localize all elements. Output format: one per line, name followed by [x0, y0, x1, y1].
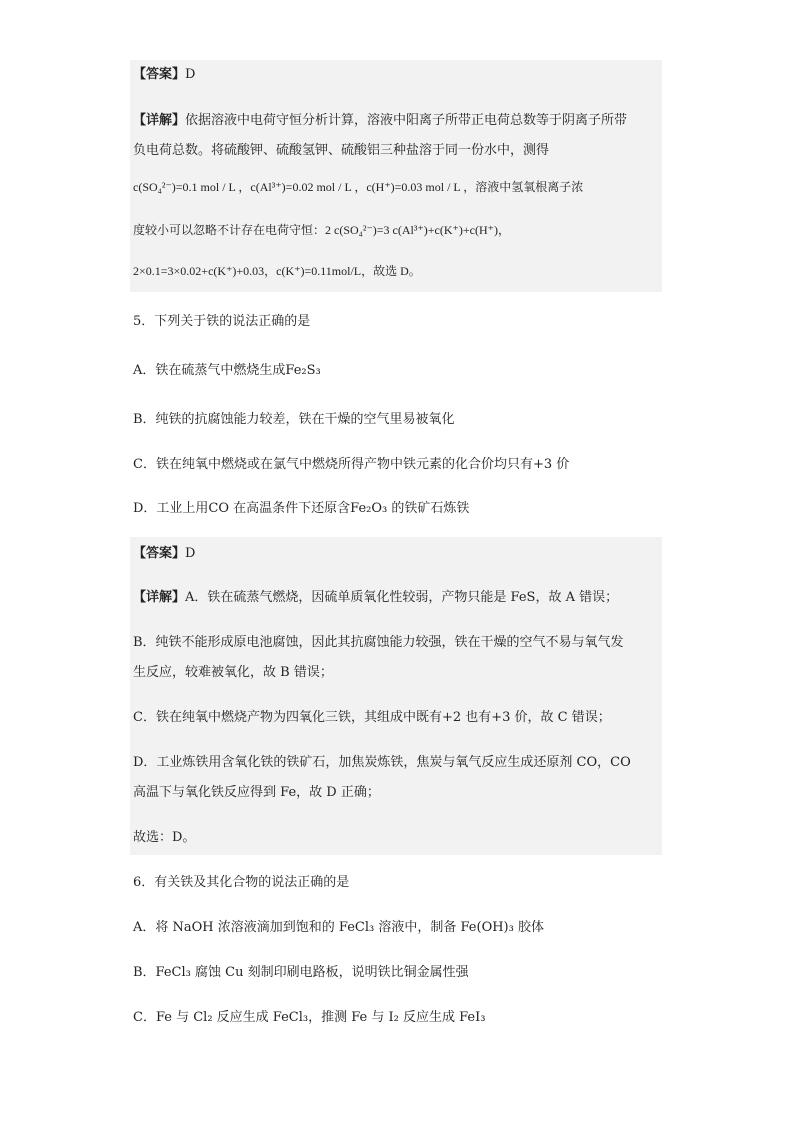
- explanation-line: [133, 589, 618, 607]
- question-stem: 6．有关铁及其化合物的说法正确的是: [133, 875, 350, 890]
- explanation-line: B．纯铁不能形成原电池腐蚀，因此其抗腐蚀能力较强，铁在干燥的空气不易与氧气发: [133, 635, 624, 650]
- answer-line-q4: [133, 66, 195, 84]
- option-d: D．工业上用CO 在高温条件下还原含Fe₂O₃ 的铁矿石炼铁: [133, 501, 470, 516]
- option-b: B．FeCl₃ 腐蚀 Cu 刻制印刷电路板，说明铁比铜金属性强: [133, 965, 469, 980]
- explanation-line: 高温下与氧化铁反应得到 Fe，故 D 正确；: [133, 785, 380, 800]
- explanation-label: 【详解】: [133, 113, 186, 128]
- explanation-label: 【详解】: [133, 590, 186, 605]
- explanation-conclusion: 故选：D。: [133, 830, 196, 845]
- explanation-formula-line: 2×0.1=3×0.02+c(K⁺)+0.03，c(K⁺)=0.11mol/L，故选 D。: [133, 264, 421, 278]
- option-a: A．将 NaOH 浓溶液滴加到饱和的 FeCl₃ 溶液中，制备 Fe(OH)₃ 胶体: [133, 920, 544, 935]
- explanation-text: 依据溶液中电荷守恒分析计算，溶液中阳离子所带正电荷总数等于阴离子所带: [185, 113, 628, 128]
- answer-value: D: [185, 546, 196, 561]
- explanation-line: 负电荷总数。将硫酸钾、硫酸氢钾、硫酸铝三种盐溶于同一份水中，测得: [133, 143, 550, 158]
- explanation-line: [133, 112, 627, 130]
- explanation-line: D．工业炼铁用含氧化铁的铁矿石，加焦炭炼铁，焦炭与氧气反应生成还原剂 CO，CO: [133, 755, 631, 770]
- question-stem: 5．下列关于铁的说法正确的是: [133, 314, 311, 329]
- answer-label: 【答案】: [133, 546, 186, 561]
- explanation-line: C．铁在纯氧中燃烧产物为四氧化三铁，其组成中既有+2 也有+3 价，故 C 错误；: [133, 710, 611, 725]
- answer-line-q5: [133, 545, 195, 563]
- explanation-formula-line: 度较小可以忽略不计存在电荷守恒：2 c(SO₄²⁻)=3 c(Al³⁺)+c(K⁺)+c(H⁺)，: [133, 223, 510, 237]
- option-c: C．铁在纯氧中燃烧或在氯气中燃烧所得产物中铁元素的化合价均只有+3 价: [133, 457, 570, 472]
- explanation-text: A．铁在硫蒸气燃烧，因硫单质氧化性较弱，产物只能是 FeS，故 A 错误；: [185, 590, 619, 605]
- answer-block-q4: [130, 60, 662, 292]
- option-c: C．Fe 与 Cl₂ 反应生成 FeCl₃，推测 Fe 与 I₂ 反应生成 FeI₃: [133, 1010, 486, 1025]
- option-b: B．纯铁的抗腐蚀能力较差，铁在干燥的空气里易被氧化: [133, 412, 455, 427]
- option-a: A．铁在硫蒸气中燃烧生成Fe₂S₃: [133, 363, 321, 378]
- answer-value: D: [185, 67, 196, 82]
- answer-block-q5: [130, 537, 662, 855]
- explanation-formula-line: c(SO₄²⁻)=0.1 mol / L ，c(Al³⁺)=0.02 mol / L ，c(H⁺)=0.03 mol / L ，溶液中氢氧根离子浓: [133, 180, 584, 194]
- explanation-line: 生反应，较难被氧化，故 B 错误；: [133, 665, 333, 680]
- answer-label: 【答案】: [133, 67, 186, 82]
